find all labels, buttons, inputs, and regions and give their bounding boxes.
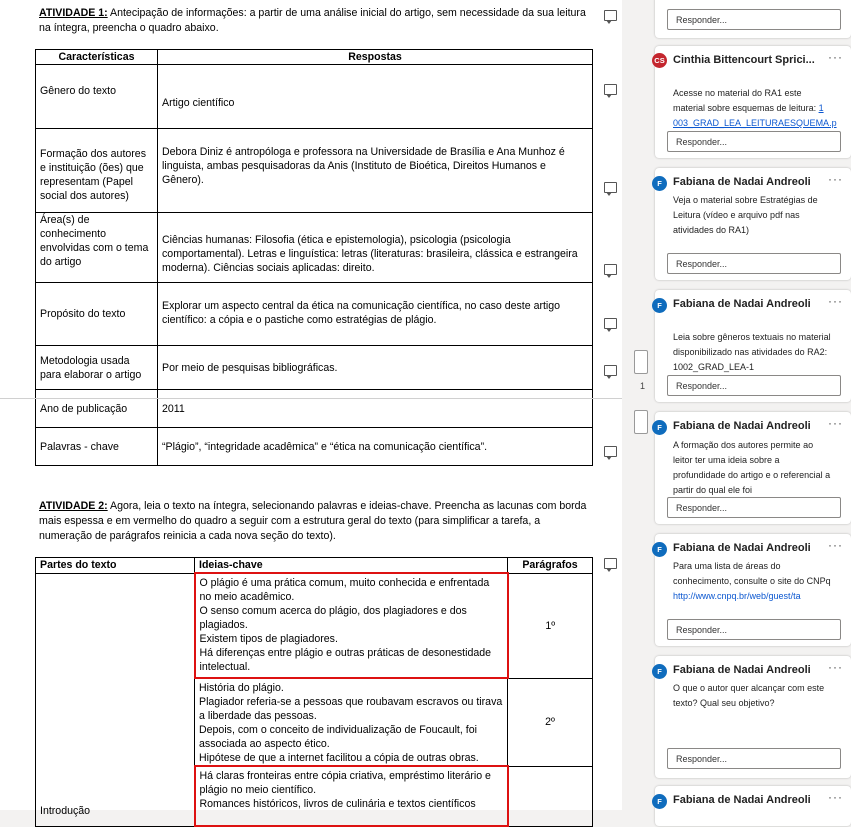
atividade1-table <box>35 49 593 466</box>
atividade1-instructions <box>39 6 594 36</box>
reply-input[interactable]: Responder... <box>667 9 841 30</box>
comment-card <box>655 786 851 826</box>
table-row <box>36 213 593 283</box>
reply-input[interactable]: Responder... <box>667 253 841 274</box>
cell-caracteristica: Formação dos autores e instituição (ões) que representam (Papel social dos autores) <box>36 129 158 213</box>
table-row <box>36 573 593 678</box>
comment-marker-icon[interactable] <box>604 10 617 21</box>
cell-resposta[interactable]: Debora Diniz é antropóloga e professora na Universidade de Brasília e Ana Munhoz é linguista, ambas pesquisadoras da Anis (Instituto de Bioética, Direitos Humanos e Gênero). <box>158 129 593 213</box>
avatar: F <box>652 420 667 435</box>
atividade1-text: Antecipação de informações: a partir de uma análise inicial do artigo, sem necessidade da sua leitura na íntegra, preencha o quadro abaixo. <box>39 7 586 34</box>
more-options-icon[interactable]: ··· <box>828 538 843 552</box>
cell-resposta[interactable]: Artigo científico <box>158 65 593 129</box>
comment-marker-icon[interactable] <box>604 182 617 193</box>
comment-marker-icon[interactable] <box>604 365 617 376</box>
comment-author: Fabiana de Nadai Andreoli <box>673 420 811 432</box>
header-partes: Partes do texto <box>36 558 195 574</box>
avatar: F <box>652 664 667 679</box>
header-respostas: Respostas <box>158 50 593 65</box>
atividade1-label: ATIVIDADE 1: <box>39 7 108 19</box>
more-options-icon[interactable]: ··· <box>828 294 843 308</box>
comment-marker-icon[interactable] <box>604 558 617 569</box>
cell-resposta[interactable]: Por meio de pesquisas bibliográficas. <box>158 346 593 390</box>
comment-marker-icon[interactable] <box>604 446 617 457</box>
header-paragrafos: Parágrafos <box>508 558 593 574</box>
comment-link[interactable]: http://www.cnpq.br/web/guest/ta <box>673 591 801 601</box>
cell-parte: Introdução <box>36 573 195 826</box>
more-options-icon[interactable]: ··· <box>828 416 843 430</box>
atividade2-table <box>35 557 593 827</box>
cell-paragrafo: 1º <box>508 573 593 678</box>
avatar: F <box>652 794 667 809</box>
comment-marker-icon[interactable] <box>604 264 617 275</box>
avatar: F <box>652 298 667 313</box>
reply-input[interactable]: Responder... <box>667 497 841 518</box>
comment-text: A formação dos autores permite ao leitor ter uma ideia sobre a profundidade do artigo e o referencial a partir do qual ele foi <box>673 440 831 495</box>
page-break <box>0 398 622 399</box>
header-caracteristicas: Características <box>36 50 158 65</box>
comment-text: O que o autor quer alcançar com este texto? Qual seu objetivo? <box>673 683 825 708</box>
avatar: F <box>652 176 667 191</box>
comment-author: Fabiana de Nadai Andreoli <box>673 794 811 806</box>
comment-link[interactable]: 1 003_GRAD_LEA_LEITURAESQUEMA.p <box>673 103 837 128</box>
comment-text: Veja o material sobre Estratégias de Leitura (vídeo e arquivo pdf nas atividades do RA1) <box>673 195 818 235</box>
comment-text: Leia sobre gêneros textuais no material disponibilizado nas atividades do RA2: 1002_GRAD_LEA-1 <box>673 332 831 372</box>
cell-ideias-red[interactable]: O plágio é uma prática comum, muito conhecida e enfrentada no meio acadêmico. O senso comum acerca do plágio, dos plagiadores e dos plagiados. Existem tipos de plagiadores. Há diferenças entre plágio e outras práticas de desonestidade intelectual. <box>195 573 508 678</box>
table-row <box>36 129 593 213</box>
cell-paragrafo <box>508 766 593 826</box>
more-options-icon[interactable]: ··· <box>828 50 843 64</box>
cell-resposta[interactable]: “Plágio”, “integridade acadêmica” e “ética na comunicação científica”. <box>158 428 593 466</box>
comment-author: Fabiana de Nadai Andreoli <box>673 664 811 676</box>
atividade2-text: Agora, leia o texto na íntegra, selecionando palavras e ideias-chave. Preencha as lacunas com borda mais espessa e em vermelho do quadro a seguir com a estrutura geral do texto (para simplificar a tarefa, a numeração de parágrafos reinicia a cada nova seção do texto). <box>39 500 587 542</box>
more-options-icon[interactable]: ··· <box>828 660 843 674</box>
reply-input[interactable]: Responder... <box>667 375 841 396</box>
cell-caracteristica: Palavras - chave <box>36 428 158 466</box>
comment-author: Fabiana de Nadai Andreoli <box>673 542 811 554</box>
cell-caracteristica: Área(s) de conhecimento envolvidas com o tema do artigo <box>36 213 158 283</box>
more-options-icon[interactable]: ··· <box>828 790 843 804</box>
reply-input[interactable]: Responder... <box>667 748 841 769</box>
table-row <box>36 390 593 428</box>
cell-resposta[interactable]: Ciências humanas: Filosofia (ética e epistemologia), psicologia (psicologia comportamental). Letras e linguística: letras (literaturas: brasileira, clássica e estrangeira moderna). Ciências sociais aplicadas: direito. <box>158 213 593 283</box>
comment-author: Cinthia Bittencourt Sprici... <box>673 54 815 66</box>
avatar: CS <box>652 53 667 68</box>
comment-author: Fabiana de Nadai Andreoli <box>673 298 811 310</box>
cell-caracteristica: Ano de publicação <box>36 390 158 428</box>
table-row <box>36 346 593 390</box>
cell-resposta[interactable]: 2011 <box>158 390 593 428</box>
comment-marker-icon[interactable] <box>604 84 617 95</box>
page-number: 1 <box>640 381 646 391</box>
table-row <box>36 283 593 346</box>
avatar: F <box>652 542 667 557</box>
table-row <box>36 65 593 129</box>
comment-marker-icon[interactable] <box>604 318 617 329</box>
cell-caracteristica: Gênero do texto <box>36 65 158 129</box>
comment-author: Fabiana de Nadai Andreoli <box>673 176 811 188</box>
reply-input[interactable]: Responder... <box>667 619 841 640</box>
cell-ideias[interactable]: História do plágio. Plagiador referia-se a pessoas que roubavam escravos ou tirava a liberdade das pessoas. Depois, com o conceito de individualização de Foucault, foi associada ao aspecto ético. Hipótese de que a internet facilitou a cópia de outras obras. <box>195 678 508 766</box>
atividade2-instructions <box>39 499 594 544</box>
more-options-icon[interactable]: ··· <box>828 172 843 186</box>
comment-text: Para uma lista de áreas do conhecimento, consulte o site do CNPq http://www.cnpq.br/web/guest/ta <box>673 561 831 601</box>
scroll-handle[interactable] <box>634 410 648 434</box>
table-row <box>36 428 593 466</box>
comment-text: Acesse no material do RA1 este material sobre esquemas de leitura: 1 003_GRAD_LEA_LEITURAESQUEMA.p <box>673 88 837 128</box>
cell-ideias-red[interactable]: Há claras fronteiras entre cópia criativa, empréstimo literário e plágio no meio científico. Romances históricos, livros de culinária e textos científicos <box>195 766 508 826</box>
cell-paragrafo: 2º <box>508 678 593 766</box>
scroll-handle[interactable] <box>634 350 648 374</box>
cell-caracteristica: Metodologia usada para elaborar o artigo <box>36 346 158 390</box>
reply-input[interactable]: Responder... <box>667 131 841 152</box>
atividade2-label: ATIVIDADE 2: <box>39 500 108 512</box>
header-ideias: Ideias-chave <box>195 558 508 574</box>
cell-caracteristica: Propósito do texto <box>36 283 158 346</box>
cell-resposta[interactable]: Explorar um aspecto central da ética na comunicação científica, no caso deste artigo científico: a cópia e o pastiche como estratégias de plágio. <box>158 283 593 346</box>
